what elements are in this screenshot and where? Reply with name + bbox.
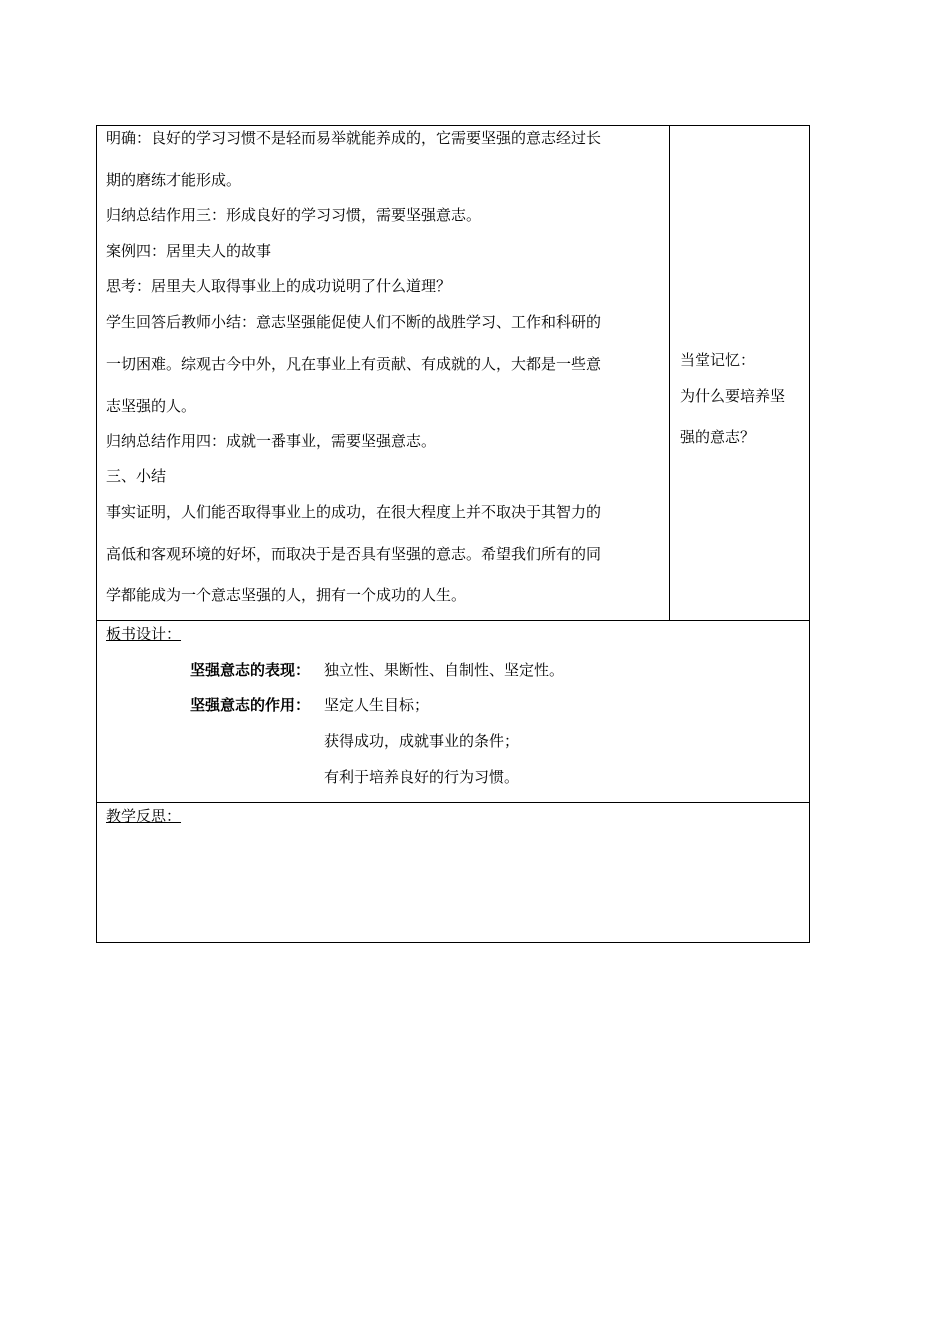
main-line: 思考：居里夫人取得事业上的成功说明了什么道理？ [106,277,452,295]
column-divider [669,125,670,621]
board-label-expression: 坚强意志的表现： [190,661,311,679]
reflection-section [96,802,810,943]
side-line: 强的意志？ [680,428,756,446]
main-line: 期的磨练才能形成。 [106,171,242,189]
main-line: 明确：良好的学习习惯不是轻而易举就能养成的，它需要坚强的意志经过长 [106,129,602,147]
main-line: 案例四：居里夫人的故事 [106,242,272,260]
main-line: 学都能成为一个意志坚强的人，拥有一个成功的人生。 [106,586,467,604]
main-line: 志坚强的人。 [106,397,197,415]
side-line: 当堂记忆： [680,351,756,369]
board-function-item: 有利于培养良好的行为习惯。 [324,768,520,786]
reflection-title: 教学反思： [106,807,182,825]
board-function-item: 坚定人生目标； [324,696,430,714]
side-line: 为什么要培养坚 [680,387,786,405]
main-line: 三、小结 [106,467,167,485]
main-line: 事实证明，人们能否取得事业上的成功，在很大程度上并不取决于其智力的 [106,503,602,521]
board-value-expression: 独立性、果断性、自制性、坚定性。 [324,661,565,679]
main-line: 归纳总结作用四：成就一番事业，需要坚强意志。 [106,432,437,450]
board-label-function: 坚强意志的作用： [190,696,311,714]
main-line: 高低和客观环境的好坏，而取决于是否具有坚强的意志。希望我们所有的同 [106,545,602,563]
board-design-title: 板书设计： [106,625,182,643]
board-function-item: 获得成功，成就事业的条件； [324,732,520,750]
main-line: 归纳总结作用三：形成良好的学习习惯，需要坚强意志。 [106,206,482,224]
main-line: 学生回答后教师小结：意志坚强能促使人们不断的战胜学习、工作和科研的 [106,313,602,331]
main-line: 一切困难。综观古今中外，凡在事业上有贡献、有成就的人，大都是一些意 [106,355,602,373]
